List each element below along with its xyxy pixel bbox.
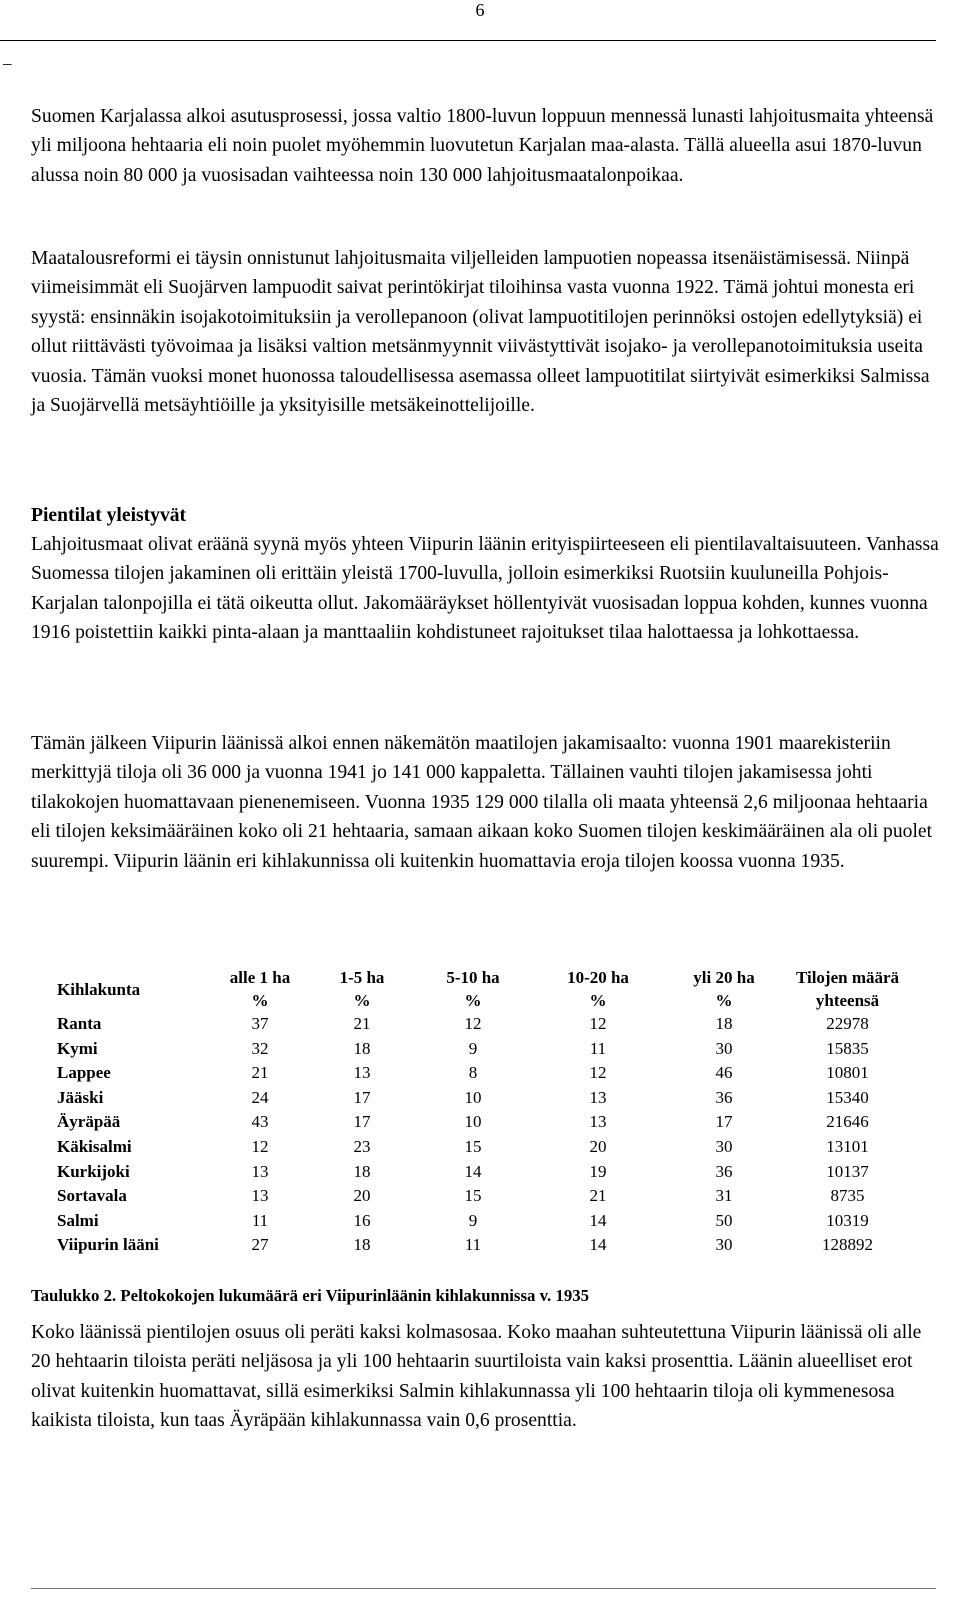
table-row	[57, 1012, 910, 1037]
table-cell: 23	[353, 1136, 371, 1156]
table-cell: 17	[353, 1087, 371, 1107]
table-cell: 30	[715, 1038, 733, 1058]
table-cell: 128892	[822, 1235, 873, 1255]
paragraph-2: Maatalousreformi ei täysin onnistunut lahjoitusmaita viljelleiden lampuotien nopeassa itsenäistämisessä. Niinpä viimeisimmät eli Suojärven lampuodit saivat perintökirjat tiloihinsa vasta vuonna 1922. Tämä johtui monesta eri syystä: ensinnäkin isojakotoimituksiin ja verollepanoon (olivat lampuotitilojen perinnöksi ostojen edellytyksiä) ei ollut riittävästi työvoimaa ja lisäksi valtion metsänmyynnit viivästyttivät isojako- ja verollepanotoimituksia useita vuosia. Tämän vuoksi monet huonossa taloudellisessa asemassa olleet lampuotitilat siirtyivät esimerkiksi Salmissa ja Suojärvellä metsäyhtiöille ja yksityisille metsäkeinottelijoille.	[31, 248, 930, 417]
table-cell: 21	[353, 1014, 371, 1033]
table-cell: 14	[589, 1210, 607, 1230]
table-cell: 12	[251, 1136, 269, 1156]
table-cell: 8	[468, 1063, 478, 1083]
table-cell: 12	[589, 1014, 607, 1033]
table-cell: Viipurin lääni	[57, 1235, 159, 1255]
header-unit: %	[464, 991, 482, 1010]
table-cell: 17	[353, 1112, 371, 1132]
header-unit: %	[353, 991, 371, 1010]
table-cell: 43	[251, 1112, 269, 1132]
table-cell: 20	[353, 1186, 371, 1206]
table-cell: 46	[715, 1063, 733, 1083]
table-cell: 36	[715, 1087, 733, 1107]
table-cell: 12	[464, 1014, 482, 1033]
table-cell: 19	[589, 1161, 607, 1181]
table-header-row	[57, 966, 910, 989]
table-cell: Lappee	[57, 1063, 111, 1083]
header-col: yli 20 ha	[693, 968, 755, 987]
table-cell: 37	[251, 1014, 269, 1033]
table-cell: 13	[589, 1087, 607, 1107]
table-cell: 50	[715, 1210, 733, 1230]
table-cell: 30	[715, 1136, 733, 1156]
table-cell: 11	[589, 1038, 607, 1058]
paragraph-3: Lahjoitusmaat olivat eräänä syynä myös yhteen Viipurin läänin erityispiirteeseen eli pientilavaltaisuuteen. Vanhassa Suomessa tilojen jakaminen oli erittäin yleistä 1700-luvulla, jolloin esimerkiksi Ruotsiin kuuluneilla Pohjois-Karjalan talonpojilla ei tätä oikeutta ollut. Jakomääräykset höllentyivät vuosisadan loppua kohden, kunnes vuonna 1916 poistettiin kaikki pinta-alaan ja manttaaliin kohdistuneet rajoitukset tilaa halottaessa ja lohkottaessa.	[31, 534, 939, 644]
table-cell: 24	[251, 1087, 269, 1107]
table-cell: 10137	[826, 1161, 869, 1181]
table-cell: 16	[353, 1210, 371, 1230]
table-cell: Käkisalmi	[57, 1136, 132, 1156]
table-cell: 13	[251, 1161, 269, 1181]
table-cell: 10801	[826, 1063, 869, 1083]
table-row	[57, 1184, 910, 1209]
table-cell: Jääski	[57, 1087, 104, 1107]
table-row	[57, 1160, 910, 1185]
table-cell: 13	[589, 1112, 607, 1132]
table-cell: 10	[464, 1112, 482, 1132]
table-cell: Kurkijoki	[57, 1161, 130, 1181]
table-cell: 11	[464, 1235, 482, 1255]
table-row	[57, 1037, 910, 1062]
table-cell: 32	[251, 1038, 269, 1058]
table-cell: 18	[353, 1038, 371, 1058]
table-row	[57, 1086, 910, 1111]
header-kihlakunta: Kihlakunta	[57, 979, 141, 999]
table-cell: 30	[715, 1235, 733, 1255]
table-cell: Äyräpää	[57, 1112, 121, 1132]
table-cell: Kymi	[57, 1038, 98, 1058]
table-cell: 12	[589, 1063, 607, 1083]
table-cell: 36	[715, 1161, 733, 1181]
table-cell: 11	[251, 1210, 269, 1230]
table-cell: 22978	[826, 1014, 869, 1033]
paragraph-1: Suomen Karjalassa alkoi asutusprosessi, jossa valtio 1800-luvun loppuun mennessä lunasti lahjoitusmaita yhteensä yli miljoona hehtaaria eli noin puolet myöhemmin luovutetun Karjalan maa-alasta. Tällä alueella asui 1870-luvun alussa noin 80 000 ja vuosisadan vaihteessa noin 130 000 lahjoitusmaatalonpoikaa.	[31, 106, 934, 186]
paragraph-4: Tämän jälkeen Viipurin läänissä alkoi ennen näkemätön maatilojen jakamisaalto: vuonna 1901 maarekisteriin merkittyjä tiloja oli 36 000 ja vuonna 1941 jo 141 000 kappaletta. Tällainen vauhti tilojen jakamisessa johti tilakokojen huomattavaan pienenemiseen. Vuonna 1935 129 000 tilalla oli maata yhteensä 2,6 miljoonaa hehtaaria eli tilojen keksimääräinen koko oli 21 hehtaaria, samaan aikaan koko Suomen tilojen keskimääräinen ala oli puolet suurempi. Viipurin läänin eri kihlakunnissa oli kuitenkin huomattavia eroja tilojen koossa vuonna 1935.	[31, 733, 933, 872]
table-cell: 9	[468, 1210, 478, 1230]
page-number: 6	[475, 0, 485, 20]
table-cell: 27	[251, 1235, 269, 1255]
table-cell: 15835	[826, 1038, 869, 1058]
table-cell: 17	[715, 1112, 733, 1132]
table-cell: 18	[353, 1235, 371, 1255]
table-cell: 15	[464, 1186, 482, 1206]
table-caption: Taulukko 2. Peltokokojen lukumäärä eri Viipurinläänin kihlakunnissa v. 1935	[31, 1286, 589, 1305]
table-cell: 18	[353, 1161, 371, 1181]
table-row	[57, 1233, 910, 1258]
table-row	[57, 1061, 910, 1086]
footer-rule	[31, 1588, 936, 1589]
table-row	[57, 1110, 910, 1135]
table-cell: Ranta	[57, 1014, 102, 1033]
header-col: Tilojen määrä	[795, 968, 900, 987]
header-col: alle 1 ha	[229, 968, 291, 987]
table-row	[57, 1209, 910, 1234]
table-cell: Sortavala	[57, 1186, 127, 1206]
farm-size-table	[57, 966, 910, 1258]
header-unit: %	[715, 991, 733, 1010]
table-cell: Salmi	[57, 1210, 99, 1230]
header-unit: %	[589, 991, 607, 1010]
header-unit: yhteensä	[815, 991, 880, 1010]
table-row	[57, 1135, 910, 1160]
table-cell: 15	[464, 1136, 482, 1156]
section-heading: Pientilat yleistyvät	[31, 505, 187, 526]
header-col: 1-5 ha	[339, 968, 385, 987]
table-cell: 13101	[826, 1136, 869, 1156]
paragraph-5: Koko läänissä pientilojen osuus oli peräti kaksi kolmasosaa. Koko maahan suhteutettuna Viipurin läänissä oli alle 20 hehtaarin tiloista peräti neljäsosa ja yli 100 hehtaarin suurtiloista vain kaksi prosenttia. Läänin alueelliset erot olivat kuitenkin huomattavat, sillä esimerkiksi Salmin kihlakunnassa yli 100 hehtaarin tiloja oli kymmenesosa kaikista tiloista, kun taas Äyräpään kihlakunnassa vain 0,6 prosenttia.	[31, 1322, 922, 1432]
header-col: 10-20 ha	[567, 968, 629, 987]
header-rule	[0, 40, 936, 41]
header-unit: %	[251, 991, 269, 1010]
table-cell: 18	[715, 1014, 733, 1033]
table-cell: 8735	[830, 1186, 865, 1206]
table-cell: 13	[251, 1186, 269, 1206]
table-cell: 20	[589, 1136, 607, 1156]
table-cell: 31	[715, 1186, 733, 1206]
table-cell: 15340	[826, 1087, 869, 1107]
table-cell: 14	[589, 1235, 607, 1255]
table-cell: 10319	[826, 1210, 869, 1230]
table-cell: 13	[353, 1063, 371, 1083]
table-cell: 14	[464, 1161, 482, 1181]
table-cell: 21	[251, 1063, 269, 1083]
table-cell: 21	[589, 1186, 607, 1206]
header-col: 5-10 ha	[446, 968, 500, 987]
table-cell: 9	[468, 1038, 478, 1058]
table-cell: 10	[464, 1087, 482, 1107]
header-dash: _	[3, 48, 12, 67]
table-cell: 21646	[826, 1112, 869, 1132]
